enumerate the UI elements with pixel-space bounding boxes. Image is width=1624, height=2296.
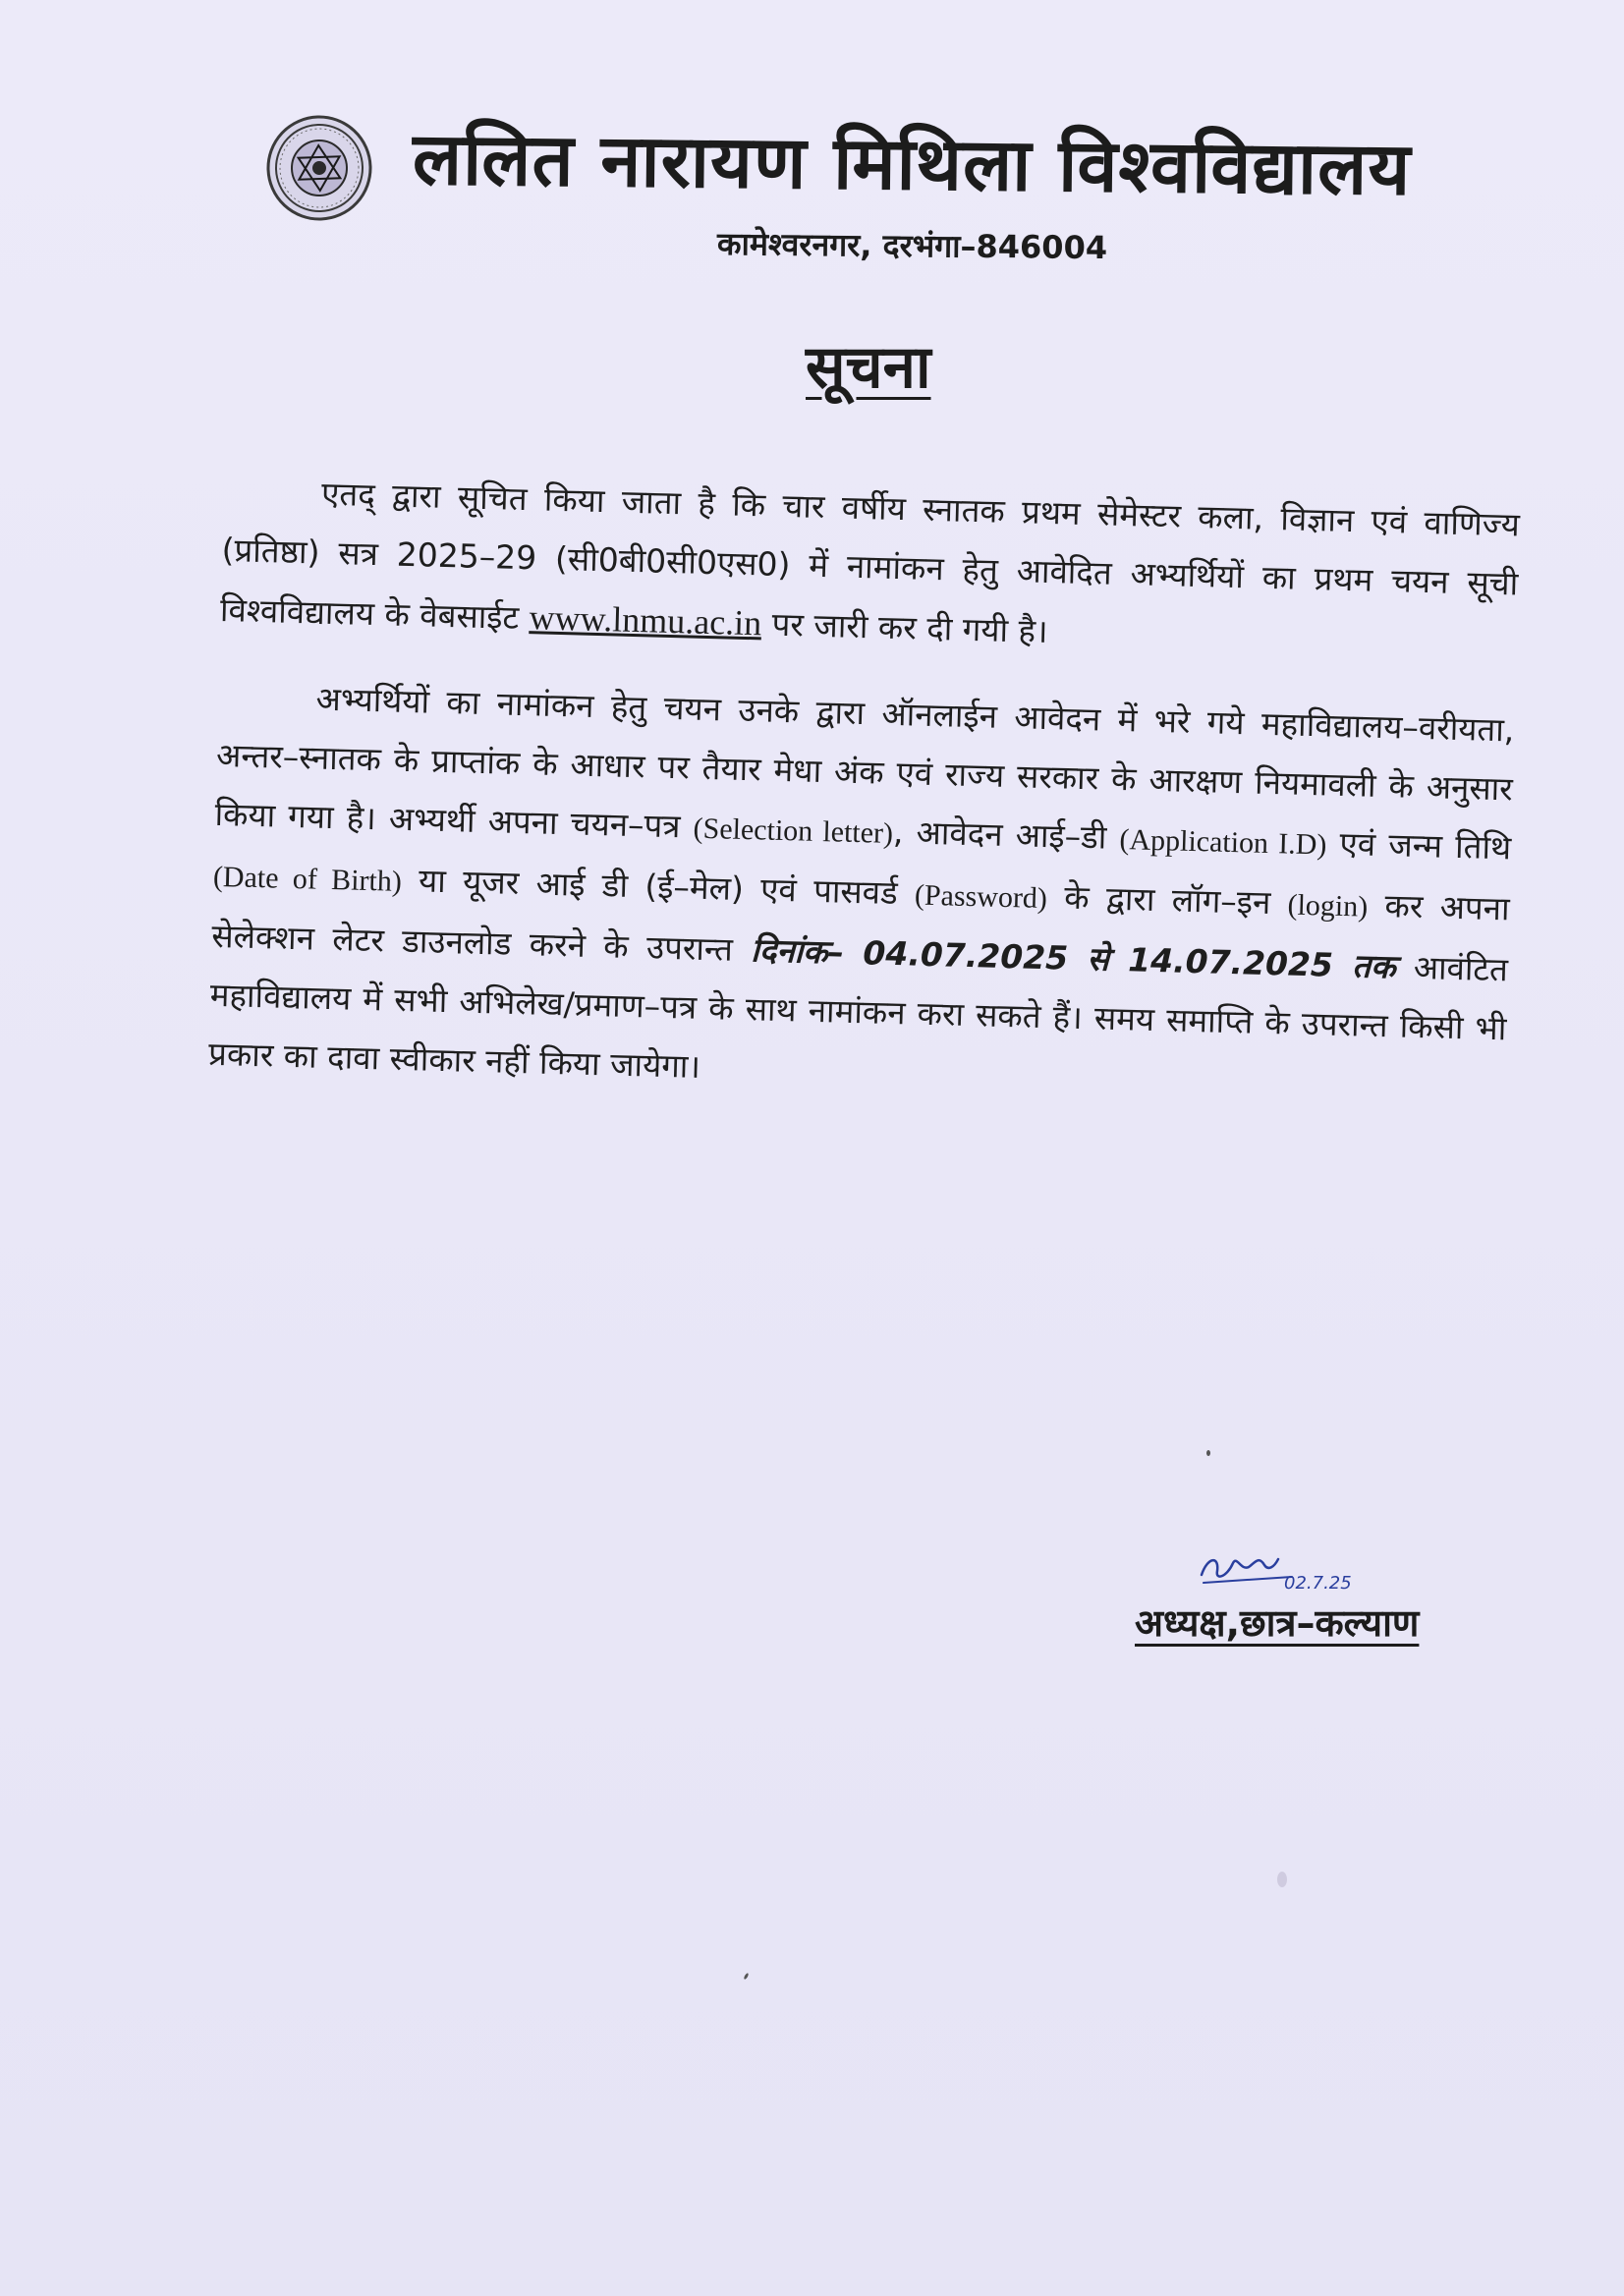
para2-text: के द्वारा लॉग–इन	[1046, 877, 1289, 923]
para2-text: , आवेदन आई–डी	[892, 812, 1121, 857]
svg-text:02.7.25: 02.7.25	[1284, 1573, 1352, 1594]
signature-block	[1135, 1538, 1488, 1675]
para1-text-end: पर जारी कर दी गयी है।	[760, 604, 1049, 651]
para2-text: अभ्यर्थियों का नामांकन हेतु चयन उनके द्वारा ऑनलाईन आवेदन में भरे गये महाविद्यालय–वरीयता, अन्तर–स्नातक के प्राप्तांक के आधार पर तैयार मेधा अंक एवं राज्य सरकार के आरक्षण नियमावली के अनुसार किया गया है। अभ्यर्थी अपना चयन–पत्र	[214, 679, 1515, 846]
date-of-birth-term: (Date of Birth)	[212, 860, 403, 898]
paper-speck	[1206, 1450, 1210, 1456]
university-name: ललित नारायण मिथिला विश्वविद्यालय	[412, 117, 1412, 212]
password-term: (Password)	[914, 878, 1048, 916]
notice-paragraph-1	[219, 462, 1520, 673]
para2-text: या यूजर आई डी (ई–मेल) एवं पासवर्ड	[401, 860, 916, 913]
university-address: कामेश्वरनगर, दरभंगा–846004	[716, 225, 1108, 267]
university-seal-icon	[263, 112, 375, 224]
application-id-term: (Application I.D)	[1119, 822, 1327, 862]
notice-body	[207, 462, 1521, 1145]
notice-title: सूचना	[806, 333, 931, 402]
letterhead	[265, 106, 1542, 283]
para1-text: एतद् द्वारा सूचित किया जाता है कि चार वर्षीय स्नातक प्रथम सेमेस्टर कला, विज्ञान एवं वाणिज्य (प्रतिष्ठा) सत्र 2025–29 (सी0बी0सी0एस0) में नामांकन हेतु आवेदित अभ्यर्थियों का प्रथम चयन सूची विश्वविद्यालय के वेबसाईट	[219, 474, 1521, 638]
para2-text: आवंटित महाविद्यालय में सभी अभिलेख/प्रमाण–पत्र के साथ नामांकन करा सकते हैं। समय समाप्ति के उपरान्त किसी भी प्रकार का दावा स्वीकार नहीं किया जायेगा।	[207, 947, 1509, 1086]
website-link[interactable]: www.lnmu.ac.in	[529, 597, 762, 644]
signatory-title: अध्यक्ष,छात्र–कल्याण	[1135, 1601, 1420, 1645]
para2-text: एवं जन्म तिथि	[1325, 823, 1512, 868]
selection-letter-term: (Selection letter)	[693, 812, 894, 850]
login-term: (login)	[1287, 888, 1369, 924]
handwritten-signature	[1194, 1538, 1371, 1596]
notice-paragraph-2	[207, 667, 1515, 1117]
paper-speck	[1277, 1872, 1287, 1887]
paper-speck	[743, 1973, 749, 1981]
admission-date-range: दिनांक– 04.07.2025 से 14.07.2025 तक	[750, 930, 1396, 986]
para2-text: कर अपना सेलेक्शन लेटर डाउनलोड करने के उपरान्त	[210, 885, 1511, 970]
